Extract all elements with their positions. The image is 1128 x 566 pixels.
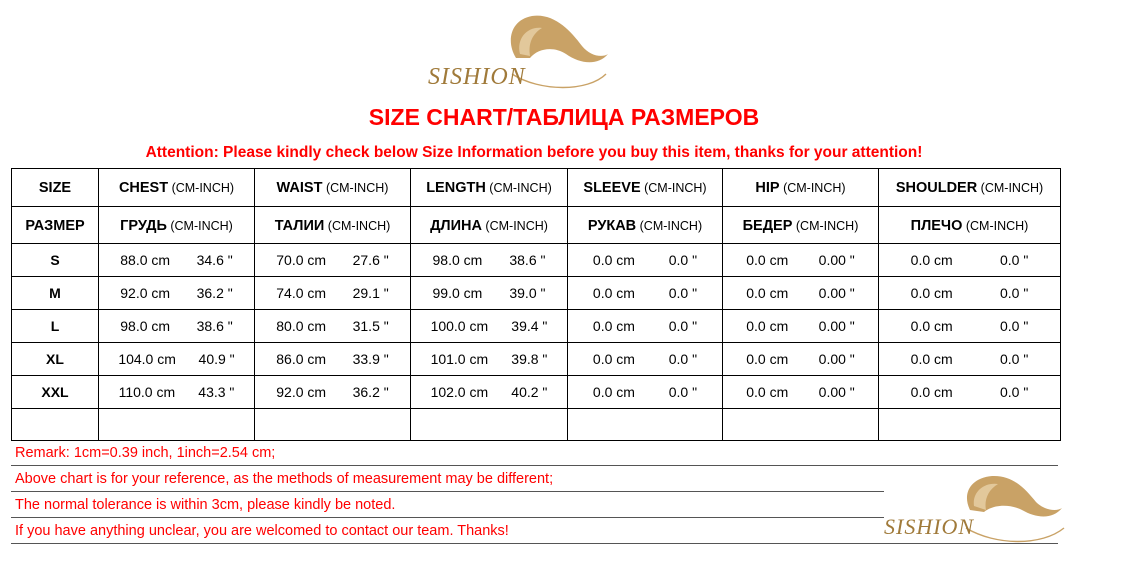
header-unit: (CM-INCH) [962, 218, 1029, 233]
header-unit: (CM-INCH) [485, 181, 552, 195]
header-cell [99, 169, 255, 207]
header-unit: (CM-INCH) [324, 218, 391, 233]
measurement-cell [411, 343, 568, 376]
size-label: XXL [12, 376, 99, 409]
value-cm: 99.0 cm [432, 285, 483, 301]
value-inch: 31.5 " [352, 318, 389, 334]
value-cm: 88.0 cm [120, 252, 171, 268]
value-inch: 0.00 " [818, 351, 855, 367]
header-unit: (CM-INCH) [640, 181, 707, 195]
value-cm: 86.0 cm [276, 351, 327, 367]
value-cm: 0.0 cm [746, 351, 789, 367]
table-row [12, 376, 1061, 409]
header-cell [12, 169, 99, 207]
measurement-cell [255, 343, 411, 376]
header-row-russian [12, 207, 1061, 244]
header-label: ПЛЕЧО [910, 217, 963, 234]
table-row [12, 244, 1061, 277]
value-cm: 0.0 cm [910, 252, 953, 268]
header-cell [411, 169, 568, 207]
header-cell [879, 169, 1061, 207]
table-row [12, 310, 1061, 343]
size-chart-table [11, 168, 1061, 441]
value-inch: 33.9 " [352, 351, 389, 367]
header-unit: (CM-INCH) [322, 181, 389, 195]
header-label: ГРУДЬ [120, 217, 167, 234]
header-unit: (CM-INCH) [481, 218, 548, 233]
header-unit: (CM-INCH) [636, 218, 703, 233]
header-label: РАЗМЕР [25, 217, 85, 234]
header-cell [12, 207, 99, 244]
header-label: HIP [755, 180, 780, 196]
table-row [12, 343, 1061, 376]
value-inch: 0.0 " [668, 351, 698, 367]
value-inch: 0.0 " [668, 285, 698, 301]
value-cm: 0.0 cm [746, 318, 789, 334]
header-label: ДЛИНА [430, 217, 482, 234]
value-cm: 92.0 cm [276, 384, 327, 400]
header-label: SIZE [38, 180, 72, 196]
value-inch: 0.00 " [818, 285, 855, 301]
measurement-cell [879, 244, 1061, 277]
value-cm: 70.0 cm [276, 252, 327, 268]
size-label: S [12, 244, 99, 277]
remark-tolerance: The normal tolerance is within 3cm, please kindly be noted. [11, 492, 884, 518]
value-cm: 0.0 cm [592, 351, 635, 367]
measurement-cell [99, 343, 255, 376]
measurement-cell [879, 310, 1061, 343]
measurement-cell [255, 310, 411, 343]
page-title: SIZE CHART/ТАБЛИЦА РАЗМЕРОВ [368, 104, 760, 130]
value-cm: 101.0 cm [430, 351, 489, 367]
value-cm: 0.0 cm [910, 384, 953, 400]
value-inch: 27.6 " [352, 252, 389, 268]
value-inch: 40.2 " [511, 384, 548, 400]
value-inch: 0.0 " [668, 252, 698, 268]
measurement-cell [99, 277, 255, 310]
remark-reference: Above chart is for your reference, as the methods of measurement may be different; [11, 466, 884, 492]
value-inch: 29.1 " [352, 285, 389, 301]
header-cell [723, 169, 879, 207]
measurement-cell [879, 376, 1061, 409]
measurement-cell [411, 376, 568, 409]
value-cm: 0.0 cm [746, 285, 789, 301]
measurement-cell [568, 376, 723, 409]
header-label: БЕДЕР [742, 217, 793, 234]
value-inch: 0.0 " [668, 384, 698, 400]
value-inch: 0.0 " [1000, 351, 1029, 367]
value-inch: 0.0 " [668, 318, 698, 334]
value-inch: 34.6 " [196, 252, 233, 268]
measurement-cell [568, 343, 723, 376]
measurement-cell [99, 310, 255, 343]
measurement-cell [411, 244, 568, 277]
header-cell [879, 207, 1061, 244]
value-inch: 0.0 " [1000, 252, 1029, 268]
value-cm: 0.0 cm [746, 252, 789, 268]
measurement-cell [568, 310, 723, 343]
header-unit: (CM-INCH) [977, 181, 1044, 195]
value-cm: 92.0 cm [120, 285, 171, 301]
value-inch: 39.4 " [511, 318, 548, 334]
value-cm: 0.0 cm [910, 351, 953, 367]
value-cm: 104.0 cm [118, 351, 176, 367]
value-inch: 38.6 " [509, 252, 546, 268]
measurement-cell [568, 244, 723, 277]
value-cm: 98.0 cm [120, 318, 171, 334]
measurement-cell [723, 277, 879, 310]
brand-logo-text: SISHION [884, 514, 975, 539]
brand-logo-bottom [880, 474, 1070, 560]
measurement-cell [255, 244, 411, 277]
header-label: SHOULDER [895, 180, 978, 196]
header-cell [255, 207, 411, 244]
measurement-cell [723, 244, 879, 277]
table-row [12, 277, 1061, 310]
brand-logo-text: SISHION [428, 64, 526, 90]
value-cm: 0.0 cm [910, 285, 953, 301]
empty-cell [568, 409, 723, 441]
measurement-cell [411, 277, 568, 310]
measurement-cell [411, 310, 568, 343]
value-cm: 0.0 cm [910, 318, 953, 334]
header-cell [255, 169, 411, 207]
empty-row [12, 409, 1061, 441]
remark-conversion: Remark: 1cm=0.39 inch, 1inch=2.54 cm; [11, 440, 1058, 466]
header-cell [99, 207, 255, 244]
value-inch: 0.00 " [818, 318, 855, 334]
header-label: РУКАВ [587, 217, 637, 234]
empty-cell [723, 409, 879, 441]
value-cm: 0.0 cm [592, 252, 635, 268]
remark-contact: If you have anything unclear, you are welcomed to contact our team. Thanks! [11, 518, 1058, 544]
header-label: ТАЛИИ [274, 217, 325, 234]
attention-notice: Attention: Please kindly check below Size Information before you buy this item, thanks for your attention! [145, 144, 923, 161]
measurement-cell [99, 244, 255, 277]
empty-cell [879, 409, 1061, 441]
value-inch: 39.0 " [509, 285, 546, 301]
value-inch: 43.3 " [198, 384, 235, 400]
value-inch: 0.0 " [1000, 318, 1029, 334]
value-cm: 0.0 cm [592, 285, 635, 301]
value-cm: 80.0 cm [276, 318, 327, 334]
value-inch: 0.0 " [1000, 285, 1029, 301]
value-inch: 39.8 " [511, 351, 548, 367]
measurement-cell [255, 277, 411, 310]
value-cm: 98.0 cm [432, 252, 483, 268]
header-unit: (CM-INCH) [792, 218, 859, 233]
empty-cell [99, 409, 255, 441]
value-inch: 0.0 " [1000, 384, 1029, 400]
header-unit: (CM-INCH) [166, 218, 233, 233]
header-row-english [12, 169, 1061, 207]
header-cell [568, 207, 723, 244]
value-cm: 110.0 cm [118, 384, 176, 400]
value-inch: 0.00 " [818, 384, 855, 400]
header-cell [411, 207, 568, 244]
measurement-cell [99, 376, 255, 409]
measurement-cell [255, 376, 411, 409]
empty-cell [411, 409, 568, 441]
size-label: M [12, 277, 99, 310]
measurement-cell [879, 343, 1061, 376]
header-cell [723, 207, 879, 244]
measurement-cell [723, 343, 879, 376]
value-cm: 0.0 cm [746, 384, 789, 400]
value-inch: 36.2 " [352, 384, 389, 400]
value-cm: 74.0 cm [276, 285, 327, 301]
value-inch: 0.00 " [818, 252, 855, 268]
header-label: SLEEVE [583, 180, 641, 196]
measurement-cell [879, 277, 1061, 310]
size-label: L [12, 310, 99, 343]
value-cm: 100.0 cm [430, 318, 489, 334]
empty-cell [255, 409, 411, 441]
size-label: XL [12, 343, 99, 376]
measurement-cell [723, 310, 879, 343]
brand-logo-top [420, 8, 610, 98]
value-cm: 0.0 cm [592, 318, 635, 334]
header-label: CHEST [118, 180, 169, 196]
measurement-cell [568, 277, 723, 310]
value-inch: 40.9 " [198, 351, 235, 367]
header-label: LENGTH [426, 180, 486, 196]
value-inch: 36.2 " [196, 285, 233, 301]
value-inch: 38.6 " [196, 318, 233, 334]
empty-cell [12, 409, 99, 441]
value-cm: 0.0 cm [592, 384, 635, 400]
header-unit: (CM-INCH) [168, 181, 235, 195]
value-cm: 102.0 cm [430, 384, 489, 400]
header-cell [568, 169, 723, 207]
measurement-cell [723, 376, 879, 409]
header-unit: (CM-INCH) [779, 181, 846, 195]
header-label: WAIST [276, 180, 323, 196]
